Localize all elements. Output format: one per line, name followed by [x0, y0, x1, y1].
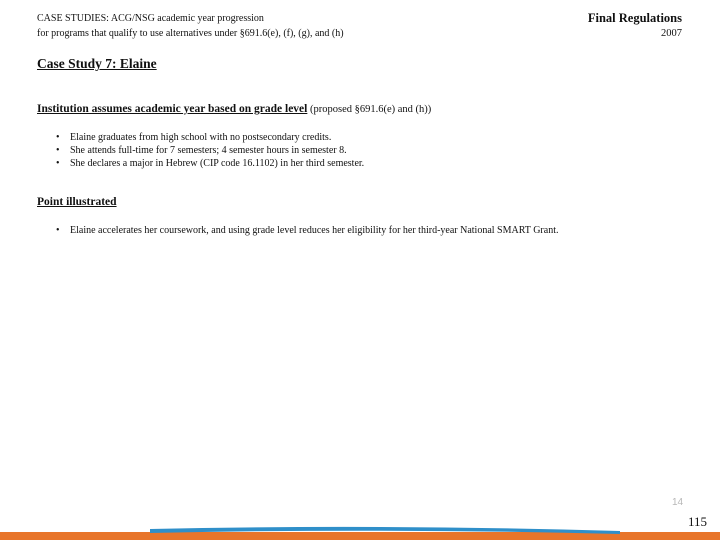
section-institution-note: (proposed §691.6(e) and (h)): [307, 104, 432, 115]
header-subtitle-line1: CASE STUDIES: ACG/NSG academic year progression: [37, 13, 264, 24]
header-left: [37, 11, 344, 41]
bullet-icon: •: [56, 145, 60, 156]
list-item: [56, 131, 364, 144]
list-item: [56, 224, 558, 237]
list-item-text: Elaine accelerates her coursework, and using grade level reduces her eligibility for her third-year National SMART Grant.: [70, 225, 559, 236]
section-institution-title: [37, 103, 431, 115]
header-subtitle-line2: for programs that qualify to use alternatives under §691.6(e), (f), (g), and (h): [37, 28, 344, 39]
point-bullet-list: [56, 224, 558, 237]
footer-decorative-bar: [0, 524, 720, 540]
header-year: 2007: [661, 28, 682, 39]
bullet-icon: •: [56, 225, 60, 236]
header-regulations-title: Final Regulations: [587, 11, 682, 25]
list-item-text: She attends full-time for 7 semesters; 4 semester hours in semester 8.: [70, 145, 347, 156]
list-item-text: She declares a major in Hebrew (CIP code 16.1102) in her third semester.: [70, 158, 365, 169]
section-point-title: [37, 196, 117, 208]
page-number: 115: [687, 514, 707, 529]
header-right: [588, 10, 682, 41]
list-item: [56, 157, 364, 170]
section-institution-heading: Institution assumes academic year based on grade level: [37, 103, 308, 115]
bullet-icon: •: [56, 132, 60, 143]
bullet-icon: •: [56, 158, 60, 169]
case-study-title: Case Study 7: Elaine: [37, 56, 157, 71]
slide-number: 14: [672, 497, 684, 508]
list-item-text: Elaine graduates from high school with no postsecondary credits.: [70, 132, 332, 143]
list-item: [56, 144, 364, 157]
section-point-heading: Point illustrated: [37, 196, 117, 208]
institution-bullet-list: [56, 131, 364, 170]
